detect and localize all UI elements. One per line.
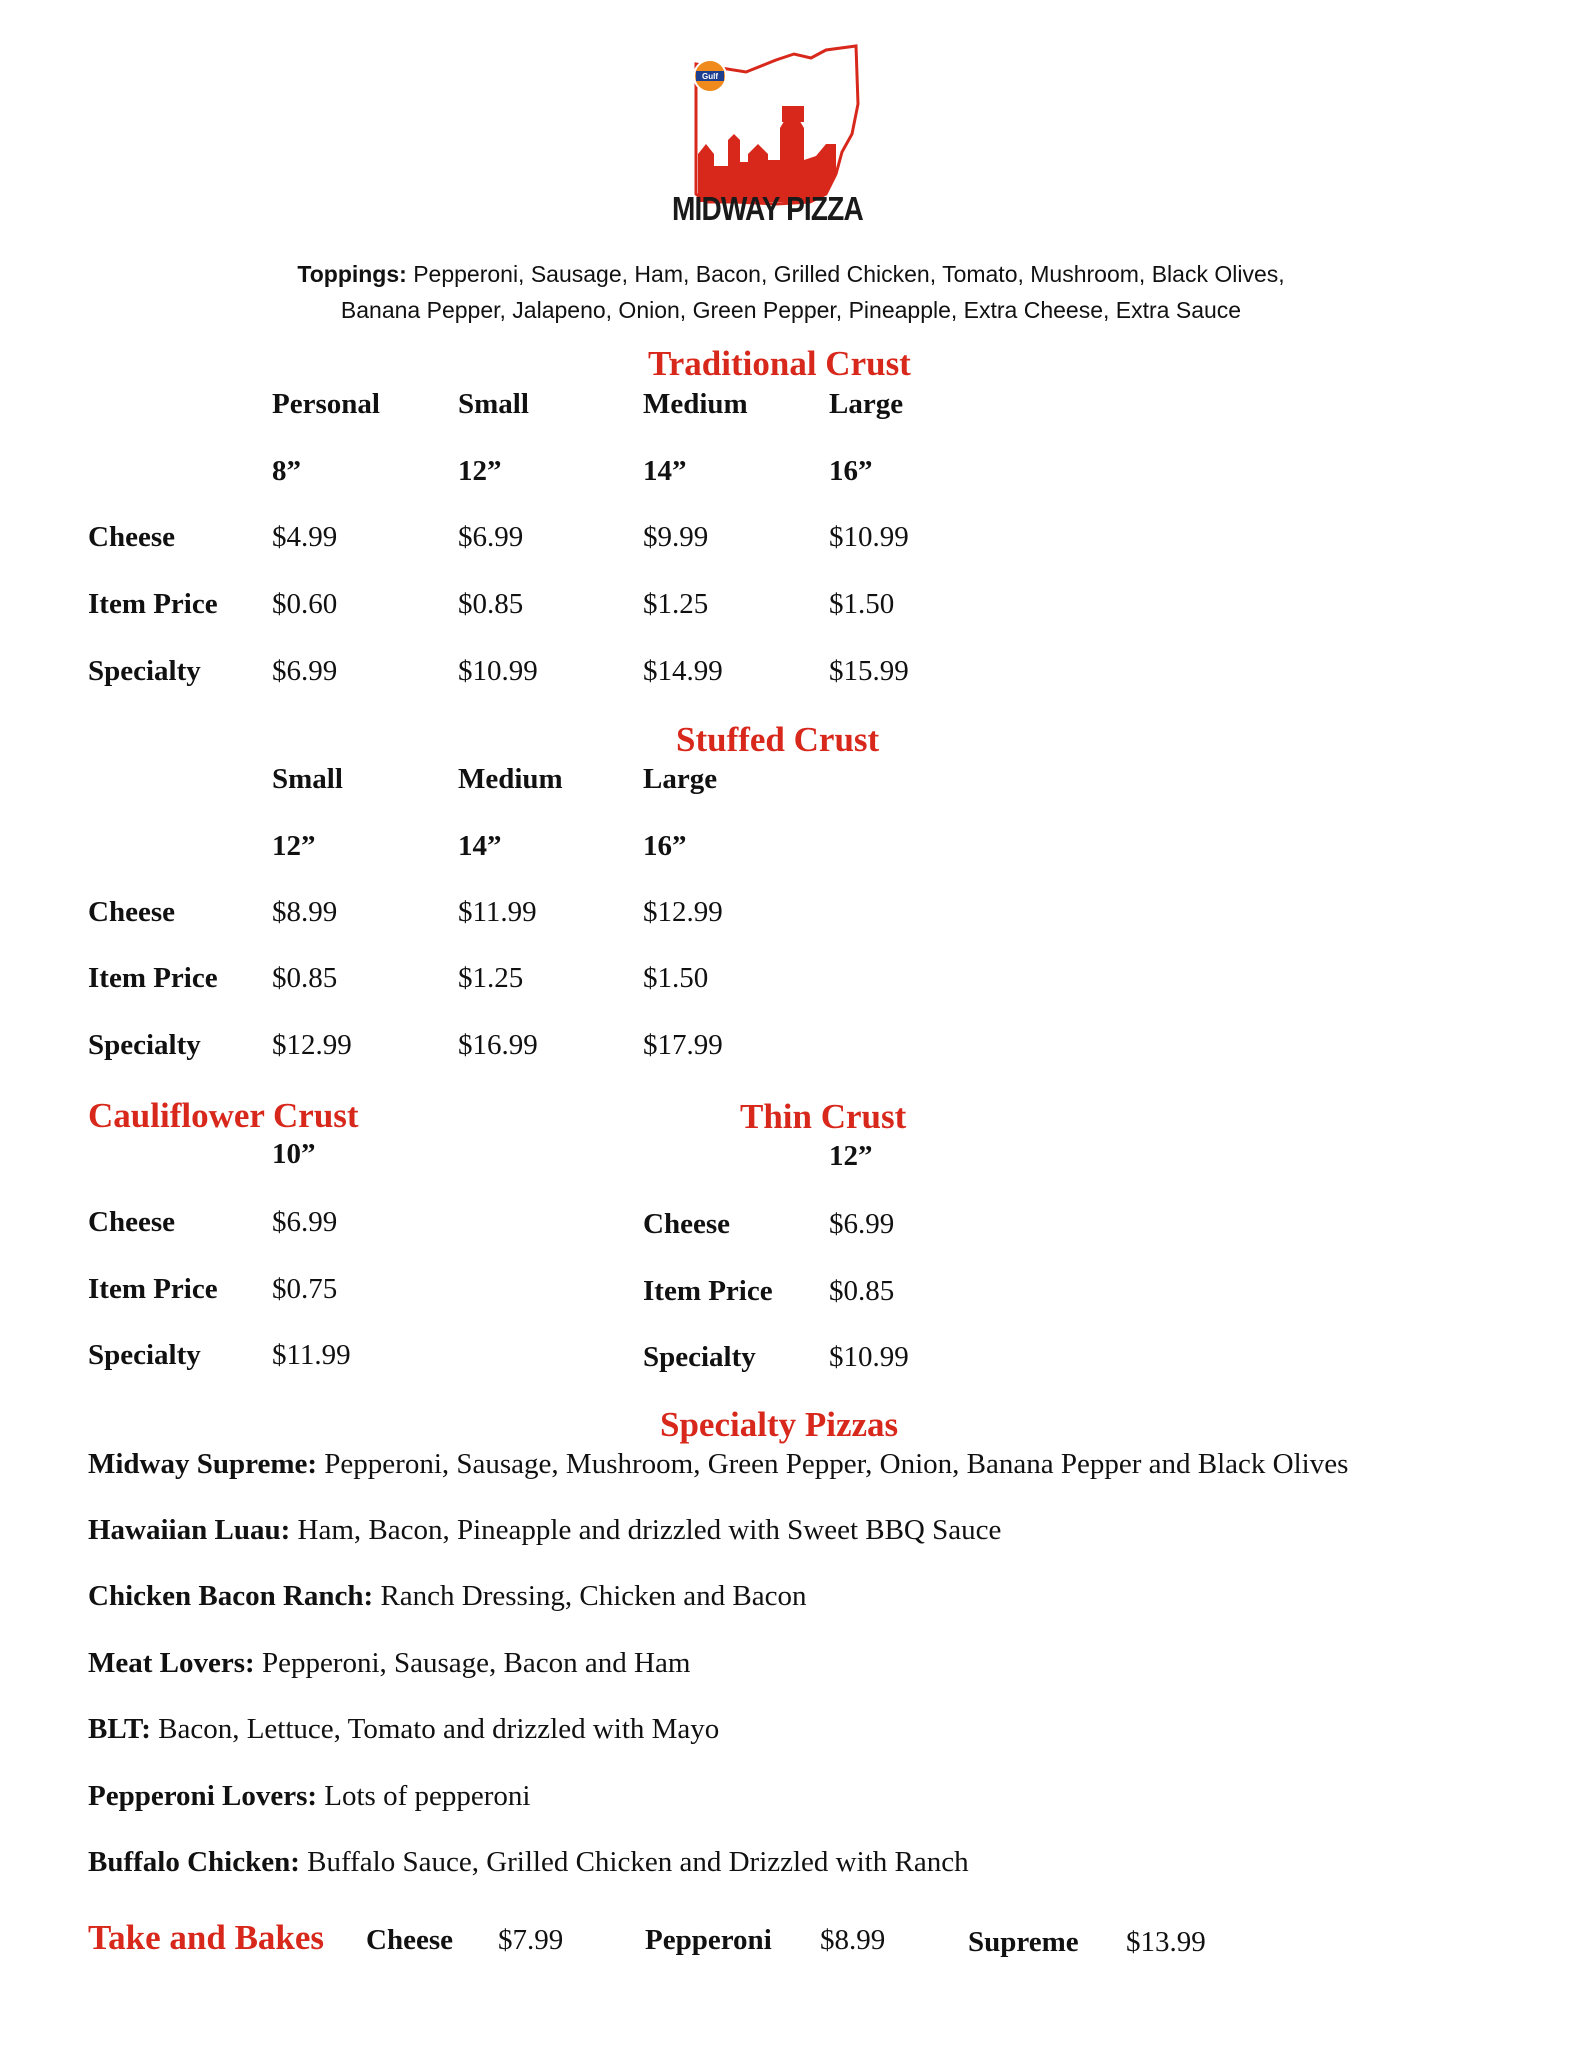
specialty-item xyxy=(88,1448,1348,1481)
specialty-item-name: Buffalo Chicken: xyxy=(88,1846,300,1878)
specialty-item-name: Pepperoni Lovers: xyxy=(88,1780,318,1812)
logo-wordmark: MIDWAY PIZZA xyxy=(672,190,863,227)
toppings-line-1: Pepperoni, Sausage, Ham, Bacon, Grilled Chicken, Tomato, Mushroom, Black Olives, xyxy=(413,261,1285,287)
size-header: Medium xyxy=(643,388,748,420)
row-label-cheese: Cheese xyxy=(88,1206,175,1238)
toppings-line-2: Banana Pepper, Jalapeno, Onion, Green Pepper, Pineapple, Extra Cheese, Extra Sauce xyxy=(340,297,1242,323)
thin-crust-title: Thin Crust xyxy=(740,1097,907,1136)
take-and-bake-name: Pepperoni xyxy=(645,1924,772,1956)
price-cell: $0.60 xyxy=(272,588,338,620)
row-label-specialty: Specialty xyxy=(88,655,201,687)
size-inches: 14” xyxy=(643,455,687,487)
price-cell: $10.99 xyxy=(829,1341,909,1373)
take-and-bake-name: Cheese xyxy=(366,1924,453,1956)
specialty-item-name: Chicken Bacon Ranch: xyxy=(88,1580,374,1612)
row-label-cheese: Cheese xyxy=(88,521,175,553)
row-label-specialty: Specialty xyxy=(643,1341,756,1373)
size-header: Large xyxy=(643,763,718,795)
price-cell: $9.99 xyxy=(643,521,709,553)
specialty-item-desc: Bacon, Lettuce, Tomato and drizzled with Mayo xyxy=(158,1713,720,1745)
row-label-cheese: Cheese xyxy=(88,896,175,928)
specialty-item-name: Hawaiian Luau: xyxy=(88,1514,291,1546)
specialty-pizzas-title: Specialty Pizzas xyxy=(660,1405,899,1444)
size-header: Personal xyxy=(272,388,380,420)
price-cell: $4.99 xyxy=(272,521,338,553)
size-inches: 12” xyxy=(458,455,502,487)
price-cell: $11.99 xyxy=(272,1339,351,1371)
take-and-bakes-title: Take and Bakes xyxy=(88,1918,325,1957)
price-cell: $1.50 xyxy=(643,962,709,994)
cauliflower-crust-title: Cauliflower Crust xyxy=(88,1096,359,1135)
take-and-bake-price: $8.99 xyxy=(820,1924,886,1956)
price-cell: $12.99 xyxy=(272,1029,352,1061)
price-cell: $10.99 xyxy=(829,521,909,553)
size-inches: 8” xyxy=(272,455,301,487)
specialty-item-desc: Pepperoni, Sausage, Mushroom, Green Pepper, Onion, Banana Pepper and Black Olives xyxy=(324,1448,1349,1480)
specialty-item xyxy=(88,1580,807,1613)
traditional-crust-title: Traditional Crust xyxy=(648,344,911,383)
price-cell: $8.99 xyxy=(272,896,338,928)
take-and-bake-name: Supreme xyxy=(968,1926,1079,1958)
specialty-item-desc: Ranch Dressing, Chicken and Bacon xyxy=(380,1580,807,1612)
size-inches: 12” xyxy=(272,830,316,862)
specialty-item xyxy=(88,1647,690,1680)
price-cell: $10.99 xyxy=(458,655,538,687)
gulf-sign-icon xyxy=(694,60,726,92)
size-inches: 10” xyxy=(272,1138,316,1170)
price-cell: $1.25 xyxy=(458,962,524,994)
price-cell: $17.99 xyxy=(643,1029,723,1061)
price-cell: $11.99 xyxy=(458,896,537,928)
take-and-bake-price: $13.99 xyxy=(1126,1926,1206,1958)
price-cell: $1.50 xyxy=(829,588,895,620)
price-cell: $12.99 xyxy=(643,896,723,928)
size-header: Medium xyxy=(458,763,563,795)
price-cell: $0.85 xyxy=(458,588,524,620)
price-cell: $6.99 xyxy=(458,521,524,553)
price-cell: $0.85 xyxy=(272,962,338,994)
size-inches: 14” xyxy=(458,830,502,862)
specialty-item-name: BLT: xyxy=(88,1713,151,1745)
row-label-item-price: Item Price xyxy=(643,1275,773,1307)
price-cell: $1.25 xyxy=(643,588,709,620)
specialty-item-desc: Buffalo Sauce, Grilled Chicken and Drizzled with Ranch xyxy=(307,1846,969,1878)
specialty-item-desc: Lots of pepperoni xyxy=(324,1780,531,1812)
size-inches: 12” xyxy=(829,1140,873,1172)
size-inches: 16” xyxy=(829,455,873,487)
price-cell: $15.99 xyxy=(829,655,909,687)
size-inches: 16” xyxy=(643,830,687,862)
price-cell: $0.75 xyxy=(272,1273,338,1305)
row-label-cheese: Cheese xyxy=(643,1208,730,1240)
specialty-item xyxy=(88,1780,530,1813)
midway-pizza-logo xyxy=(672,44,906,234)
size-header: Small xyxy=(272,763,343,795)
price-cell: $14.99 xyxy=(643,655,723,687)
specialty-item-desc: Pepperoni, Sausage, Bacon and Ham xyxy=(261,1647,691,1679)
specialty-item-desc: Ham, Bacon, Pineapple and drizzled with Sweet BBQ Sauce xyxy=(297,1514,1002,1546)
toppings-block xyxy=(0,256,1582,328)
row-label-item-price: Item Price xyxy=(88,588,218,620)
specialty-item-name: Meat Lovers: xyxy=(88,1647,255,1679)
toppings-label: Toppings: xyxy=(297,261,407,287)
specialty-item xyxy=(88,1713,719,1746)
row-label-item-price: Item Price xyxy=(88,962,218,994)
row-label-specialty: Specialty xyxy=(88,1339,201,1371)
row-label-specialty: Specialty xyxy=(88,1029,201,1061)
specialty-item-name: Midway Supreme: xyxy=(88,1448,318,1480)
size-header: Large xyxy=(829,388,904,420)
size-header: Small xyxy=(458,388,529,420)
row-label-item-price: Item Price xyxy=(88,1273,218,1305)
price-cell: $6.99 xyxy=(829,1208,895,1240)
price-cell: $6.99 xyxy=(272,1206,338,1238)
price-cell: $6.99 xyxy=(272,655,338,687)
stuffed-crust-title: Stuffed Crust xyxy=(676,720,880,759)
price-cell: $0.85 xyxy=(829,1275,895,1307)
price-cell: $16.99 xyxy=(458,1029,538,1061)
svg-text:Gulf: Gulf xyxy=(702,72,718,81)
take-and-bake-price: $7.99 xyxy=(498,1924,564,1956)
specialty-item xyxy=(88,1514,1001,1547)
specialty-item xyxy=(88,1846,969,1879)
